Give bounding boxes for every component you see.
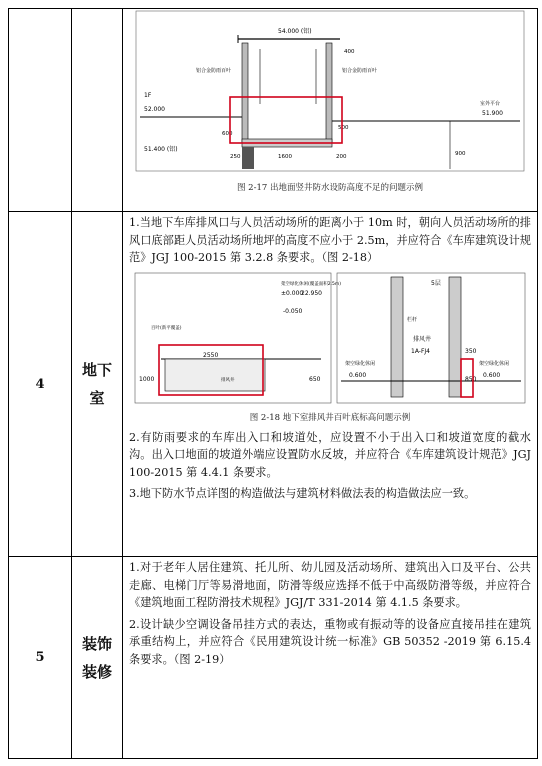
fig-label: 51.900 <box>482 110 503 117</box>
fig-label: 600 <box>222 131 233 137</box>
item-text: 2.有防雨要求的车库出入口和坡道处，应设置不小于出入口和坡道宽度的截水沟。出入口地面的坡道外端应设置防水反坡，并应符合《车库建筑设计规范》JGJ 100-2015 第 4.4.1 条要求。 <box>129 430 531 479</box>
row-category <box>72 9 123 212</box>
category-line: 地下 <box>81 361 112 379</box>
fig-label: 0.600 <box>483 371 501 379</box>
fig-label: 架空绿化休闲 <box>345 360 376 367</box>
figure-caption: 图 2-17 出地面竖井防水设防高度不足的问题示例 <box>236 183 423 193</box>
item-text: 3.地下防水节点详图的构造做法与建筑材料做法表的构造做法应一致。 <box>129 487 476 500</box>
category-line: 室 <box>89 389 105 407</box>
fig-label: 室外平台 <box>480 101 501 107</box>
fig-label: 1F <box>144 92 152 99</box>
row-number: 4 <box>9 212 72 557</box>
fig-label: 铝合金防雨百叶 <box>196 68 232 74</box>
row-number <box>9 9 72 212</box>
fig-label: 52.000 <box>144 106 165 113</box>
item-text: 1.当地下车库排风口与人员活动场所的距离小于 10m 时，朝向人员活动场所的排风口底部距人员活动场所地坪的高度不应小于 2.5m，并应符合《车库建筑设计规范》JGJ 100-2015 第 3.2.8 条要求。（图 2-18） <box>129 216 531 264</box>
row-content <box>123 9 538 212</box>
figure-2-18 <box>131 269 529 409</box>
row-category <box>72 557 123 759</box>
fig-label: 1600 <box>278 154 292 160</box>
fig-label: 铝合金防雨百叶 <box>342 68 378 74</box>
item-text: 2.设计缺少空调设备吊挂方式的表达，重物或有振动等的设备应直接吊挂在建筑承重结构上，并应符合《民用建筑设计统一标准》GB 50352 -2019 第 6.15.4 条要求。（图 2-19） <box>129 617 531 666</box>
fig-label: 1000 <box>139 375 155 383</box>
review-table <box>8 8 538 759</box>
fig-label: 400 <box>344 49 355 55</box>
fig-label: 排风井 <box>221 377 235 383</box>
fig-label: 51.400 (铝) <box>144 146 178 153</box>
fig-label: 850 <box>465 375 477 383</box>
figure-2-17 <box>130 9 530 179</box>
fig-label: 200 <box>336 154 347 160</box>
fig-label: 54.000 (铝) <box>278 28 312 35</box>
row-category <box>72 212 123 557</box>
figure-caption: 图 2-18 地下室排风井百叶底标高问题示例 <box>249 412 411 423</box>
fig-label: 架空绿化休闲 <box>479 360 510 367</box>
category-line: 装饰 <box>81 634 112 653</box>
fig-label: 架空绿化休闲(覆盖面积2.5m) <box>281 281 342 287</box>
fig-label: 22.950 <box>301 289 322 297</box>
fig-label: 500 <box>338 125 349 131</box>
fig-label: -0.050 <box>283 307 303 315</box>
fig-label: 350 <box>465 347 477 355</box>
fig-label: ±0.000 <box>281 289 304 297</box>
fig-label: 0.600 <box>349 371 367 379</box>
fig-label: 900 <box>455 151 466 157</box>
row-content <box>123 557 538 759</box>
fig-label: 1A-FJ4 <box>411 347 430 355</box>
row-content <box>123 212 538 557</box>
table-row <box>9 557 538 759</box>
fig-label: 2550 <box>203 351 219 359</box>
fig-label: 5层 <box>431 279 441 287</box>
category-line: 装修 <box>81 662 112 681</box>
fig-label: 250 <box>230 154 241 160</box>
fig-label: 排风井 <box>413 335 432 343</box>
fig-label: 650 <box>309 375 321 383</box>
row-number: 5 <box>9 557 72 759</box>
fig-label: 栏杆 <box>407 316 418 323</box>
item-text: 1.对于老年人居住建筑、托儿所、幼儿园及活动场所、建筑出入口及平台、公共走廊、电梯门厅等易滑地面，防滑等级应选择不低于中高级防滑等级，并应符合《建筑地面工程防滑技术规程》JGJ/T 331-2014 第 4.1.5 条要求。 <box>129 561 531 609</box>
table-row <box>9 9 538 212</box>
table-row <box>9 212 538 557</box>
fig-label: 百叶(新平覆盖) <box>151 325 182 331</box>
